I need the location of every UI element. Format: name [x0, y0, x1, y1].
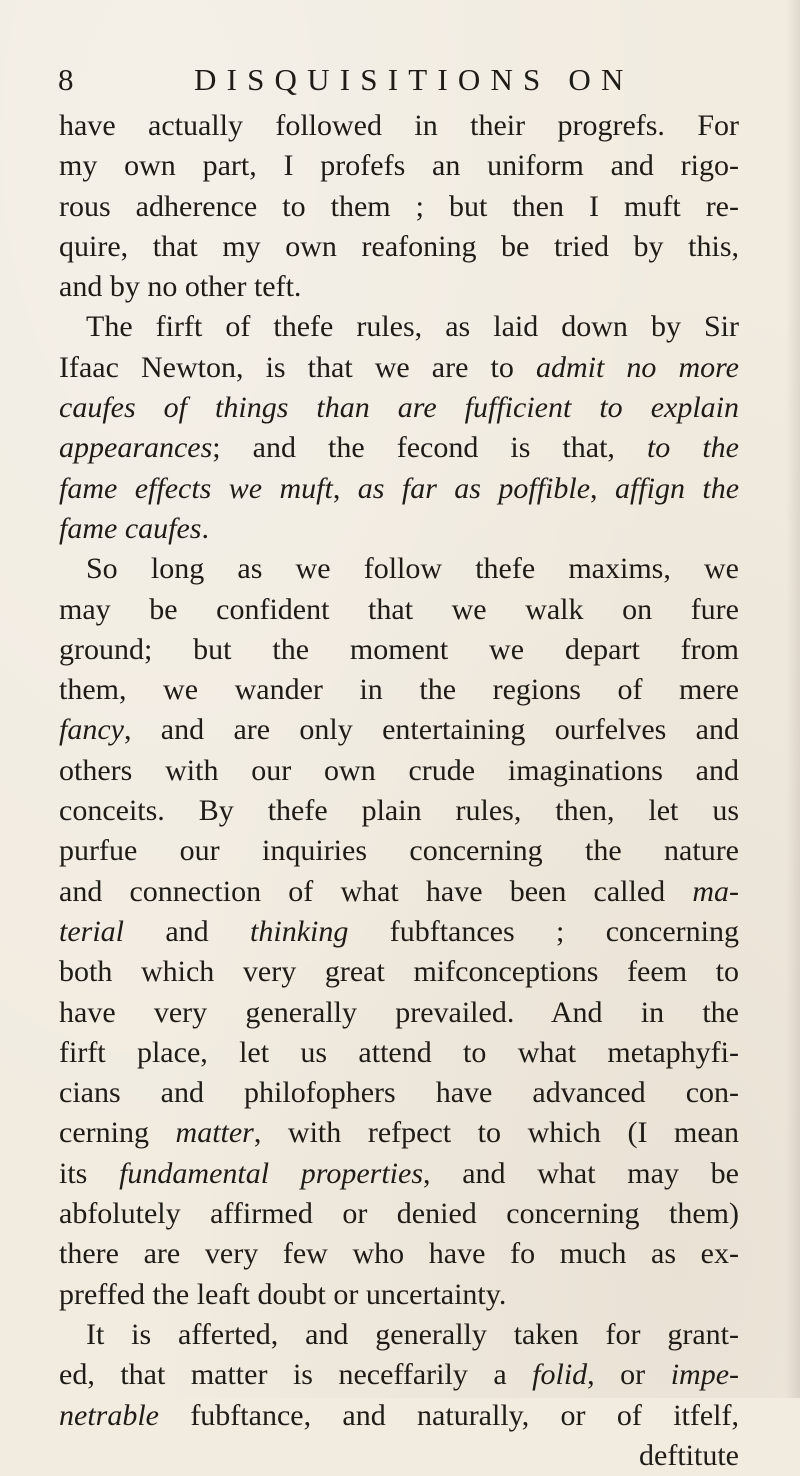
- text-line: [59, 469, 739, 509]
- text-segment: ground; but the moment we depart from: [59, 632, 739, 666]
- text-segment: It is afferted, and generally taken for grant-: [86, 1317, 739, 1351]
- italic-text: appearances: [59, 431, 213, 465]
- text-segment: have very generally prevailed. And in the: [59, 995, 739, 1029]
- text-line: [59, 590, 739, 630]
- text-segment: my own part, I profefs an uniform and rigo-: [59, 149, 739, 183]
- text-segment: and by no other teft.: [59, 270, 302, 304]
- text-segment: others with our own crude imaginations and: [59, 753, 739, 787]
- italic-text: to the: [646, 431, 739, 465]
- page-number: 8: [58, 62, 74, 97]
- text-segment: preffed the leaft doubt or uncertainty.: [59, 1277, 507, 1311]
- italic-text: terial: [59, 914, 124, 948]
- text-line: [59, 1073, 739, 1113]
- text-line: [59, 1154, 739, 1194]
- text-segment: The firft of thefe rules, as laid down by Sir: [86, 310, 739, 344]
- text-segment: , and what may be: [423, 1156, 739, 1190]
- running-title: DISQUISITIONS ON: [194, 62, 634, 97]
- text-segment: rous adherence to them ; but then I muft re-: [59, 189, 739, 223]
- italic-text: matter: [175, 1116, 254, 1150]
- text-line: [59, 952, 739, 992]
- text-segment: ed, that matter is neceffarily a: [59, 1358, 533, 1392]
- italic-text: impe-: [670, 1358, 739, 1392]
- running-head: [58, 60, 758, 100]
- text-line: [59, 872, 739, 912]
- text-segment: ,: [590, 471, 615, 505]
- text-segment: may be confident that we walk on fure: [59, 592, 739, 626]
- text-segment: ; and the fecond is that,: [212, 431, 647, 465]
- text-line: [59, 1033, 739, 1073]
- text-line: [59, 1194, 739, 1234]
- text-line: [59, 1396, 739, 1436]
- text-segment: them, we wander in the regions of mere: [59, 673, 739, 707]
- text-line: [59, 307, 739, 347]
- page-edge-shadow: [786, 0, 800, 1398]
- italic-text: netrable: [59, 1398, 159, 1432]
- text-segment: So long as we follow thefe maxims, we: [86, 552, 739, 586]
- text-segment: cerning: [59, 1116, 176, 1150]
- text-line: [59, 1315, 739, 1355]
- italic-text: folid: [532, 1358, 588, 1392]
- text-line: [59, 509, 739, 549]
- text-line: [59, 146, 739, 186]
- text-segment: and: [124, 914, 251, 948]
- text-segment: , or: [587, 1358, 671, 1392]
- text-segment: deftitute: [639, 1438, 739, 1472]
- italic-text: ma-: [692, 874, 739, 908]
- text-line: [59, 106, 739, 146]
- text-segment: its: [59, 1156, 120, 1190]
- text-line: [59, 1234, 739, 1274]
- italic-text: as far as poffible: [357, 471, 591, 505]
- text-line: [59, 912, 739, 952]
- italic-text: fame caufes: [59, 511, 202, 545]
- text-line: [59, 348, 739, 388]
- body-text: [59, 106, 739, 1476]
- text-line: [59, 388, 739, 428]
- italic-text: caufes of things than are fufficient to explain: [59, 391, 739, 425]
- text-segment: conceits. By thefe plain rules, then, let us: [59, 794, 739, 828]
- text-line: [59, 751, 739, 791]
- text-line: [59, 630, 739, 670]
- text-segment: purfue our inquiries concerning the nature: [59, 834, 739, 868]
- text-segment: .: [201, 511, 209, 545]
- text-line: [59, 267, 739, 307]
- italic-text: fundamental properties: [119, 1156, 423, 1190]
- text-segment: abfolutely affirmed or denied concerning them): [59, 1197, 739, 1231]
- text-line: [59, 1113, 739, 1153]
- text-line: [59, 993, 739, 1033]
- text-segment: ,: [332, 471, 358, 505]
- italic-text: thinking: [250, 914, 349, 948]
- text-line: [59, 1436, 739, 1476]
- text-segment: have actually followed in their progrefs. For: [59, 109, 739, 142]
- text-segment: firft place, let us attend to what metaphyfi-: [59, 1035, 739, 1069]
- text-line: [59, 1275, 739, 1315]
- text-line: [59, 187, 739, 227]
- text-line: [59, 710, 739, 750]
- text-line: [59, 549, 739, 589]
- text-line: [59, 1355, 739, 1395]
- text-line: [59, 227, 739, 267]
- text-segment: there are very few who have fo much as ex-: [59, 1237, 739, 1271]
- text-line: [59, 831, 739, 871]
- text-segment: quire, that my own reafoning be tried by this,: [59, 229, 739, 263]
- text-segment: fubftances ; concerning: [348, 914, 739, 948]
- italic-text: admit no more: [535, 350, 739, 384]
- text-segment: both which very great mifconceptions feem to: [59, 955, 739, 989]
- text-segment: , and are only entertaining ourfelves and: [123, 713, 739, 747]
- text-segment: , with refpect to which (I mean: [253, 1116, 739, 1150]
- italic-text: affign the: [614, 471, 740, 505]
- text-segment: cians and philofophers have advanced con-: [59, 1076, 739, 1110]
- text-segment: and connection of what have been called: [59, 874, 693, 908]
- text-line: [59, 428, 739, 468]
- italic-text: fancy: [59, 713, 124, 747]
- text-line: [59, 791, 739, 831]
- text-line: [59, 670, 739, 710]
- text-segment: fubftance, and naturally, or of itfelf,: [158, 1398, 739, 1432]
- text-segment: Ifaac Newton, is that we are to: [59, 350, 536, 384]
- italic-text: fame effects we muft: [59, 471, 333, 505]
